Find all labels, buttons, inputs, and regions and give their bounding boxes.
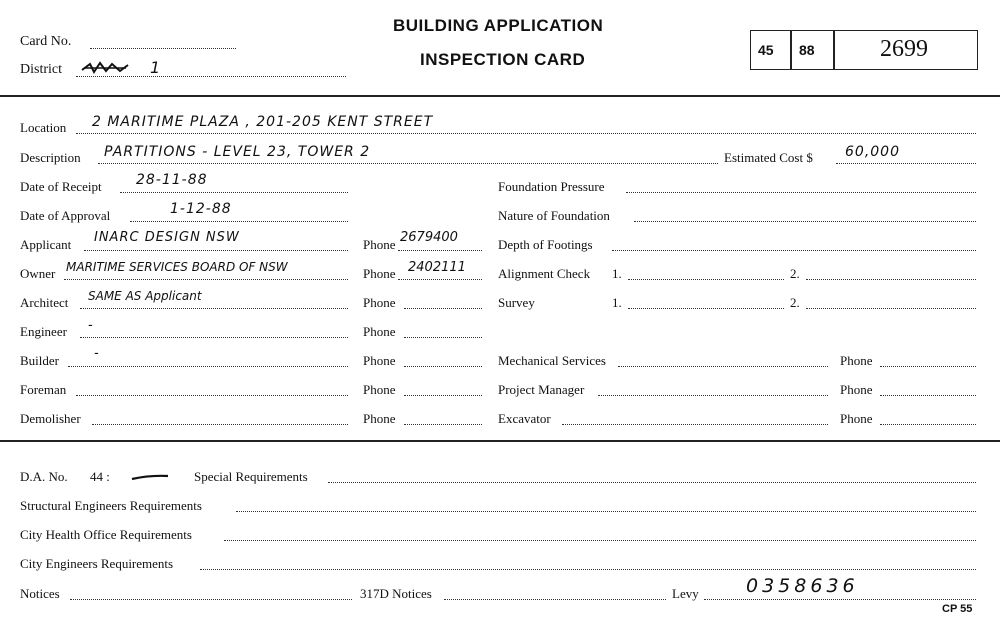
foreman-label: Foreman bbox=[20, 382, 67, 397]
structural-requirements-label: Structural Engineers Requirements bbox=[20, 498, 202, 513]
architect-phone-line bbox=[404, 308, 482, 309]
architect-line bbox=[80, 308, 348, 309]
owner-phone-line bbox=[398, 279, 482, 280]
foundation-pressure-label: Foundation Pressure bbox=[498, 179, 605, 194]
mech-services-label: Mechanical Services bbox=[498, 353, 606, 368]
foreman-phone-label: Phone bbox=[363, 382, 396, 397]
foreman-line bbox=[76, 395, 348, 396]
alignment-check-label: Alignment Check bbox=[498, 266, 591, 281]
builder-phone-line bbox=[404, 366, 482, 367]
applicant-phone-line bbox=[398, 250, 482, 251]
estimated-cost-line bbox=[836, 163, 976, 164]
structural-requirements-line bbox=[236, 511, 976, 512]
excavator-label: Excavator bbox=[498, 411, 551, 426]
engineer-value: - bbox=[88, 318, 94, 333]
details-rule bbox=[0, 440, 1000, 442]
foundation-pressure-line bbox=[626, 192, 976, 193]
district-line bbox=[76, 76, 346, 77]
project-manager-line bbox=[598, 395, 828, 396]
demolisher-phone-line bbox=[404, 424, 482, 425]
mech-services-phone-label: Phone bbox=[840, 353, 873, 368]
builder-phone-label: Phone bbox=[363, 353, 396, 368]
builder-line bbox=[68, 366, 348, 367]
levy-value: 0358636 bbox=[746, 575, 859, 597]
builder-value: - bbox=[94, 346, 100, 361]
levy-label: Levy bbox=[672, 586, 699, 601]
location-line bbox=[76, 133, 976, 134]
da-no-label: D.A. No. bbox=[20, 469, 68, 484]
title-line1: BUILDING APPLICATION bbox=[393, 16, 604, 35]
engineer-line bbox=[80, 337, 348, 338]
notices-label: Notices bbox=[20, 586, 60, 601]
card-no-line bbox=[90, 48, 236, 49]
da-no-dash-mark bbox=[130, 470, 170, 480]
district-label: District bbox=[20, 62, 62, 77]
box-mid-value: 88 bbox=[799, 42, 815, 58]
architect-phone-label: Phone bbox=[363, 295, 396, 310]
survey-num1: 1. bbox=[612, 295, 622, 310]
architect-label: Architect bbox=[20, 295, 69, 310]
header-rule bbox=[0, 95, 1000, 97]
card-number-box bbox=[750, 30, 978, 70]
owner-phone-label: Phone bbox=[363, 266, 396, 281]
owner-phone-value: 2402111 bbox=[408, 260, 466, 275]
survey-line2 bbox=[806, 308, 976, 309]
survey-num2: 2. bbox=[790, 295, 800, 310]
health-requirements-label: City Health Office Requirements bbox=[20, 527, 192, 542]
city-engineers-requirements-line bbox=[200, 569, 976, 570]
depth-footings-label: Depth of Footings bbox=[498, 237, 593, 252]
mech-services-phone-line bbox=[880, 366, 976, 367]
form-code: CP 55 bbox=[942, 603, 973, 615]
notices-line bbox=[70, 599, 352, 600]
box-left-value: 45 bbox=[758, 42, 774, 58]
box-divider-1 bbox=[790, 31, 792, 69]
project-manager-phone-label: Phone bbox=[840, 382, 873, 397]
applicant-line bbox=[84, 250, 348, 251]
health-requirements-line bbox=[224, 540, 976, 541]
owner-line bbox=[64, 279, 348, 280]
builder-label: Builder bbox=[20, 353, 59, 368]
special-requirements-label: Special Requirements bbox=[194, 469, 308, 484]
date-receipt-line bbox=[120, 192, 348, 193]
demolisher-label: Demolisher bbox=[20, 411, 81, 426]
date-receipt-value: 28-11-88 bbox=[136, 172, 208, 188]
owner-value: MARITIME SERVICES BOARD OF NSW bbox=[66, 260, 288, 274]
da-no-value: 44 : bbox=[90, 469, 110, 484]
architect-value: SAME AS Applicant bbox=[88, 289, 202, 303]
applicant-phone-label: Phone bbox=[363, 237, 396, 252]
nature-foundation-label: Nature of Foundation bbox=[498, 208, 610, 223]
description-label: Description bbox=[20, 150, 81, 165]
engineer-label: Engineer bbox=[20, 324, 67, 339]
notices-317d-label: 317D Notices bbox=[360, 586, 432, 601]
city-engineers-requirements-label: City Engineers Requirements bbox=[20, 556, 174, 571]
estimated-cost-label: Estimated Cost $ bbox=[724, 150, 813, 165]
title-line2: INSPECTION CARD bbox=[420, 50, 586, 69]
excavator-line bbox=[562, 424, 828, 425]
demolisher-phone-label: Phone bbox=[363, 411, 396, 426]
date-approval-line bbox=[130, 221, 348, 222]
alignment-num1: 1. bbox=[612, 266, 622, 281]
survey-label: Survey bbox=[498, 295, 535, 310]
project-manager-label: Project Manager bbox=[498, 382, 585, 397]
special-requirements-line bbox=[328, 482, 976, 483]
survey-line1 bbox=[628, 308, 784, 309]
engineer-phone-line bbox=[404, 337, 482, 338]
excavator-phone-label: Phone bbox=[840, 411, 873, 426]
location-label: Location bbox=[20, 120, 67, 135]
location-value: 2 MARITIME PLAZA , 201-205 KENT STREET bbox=[92, 114, 434, 130]
depth-footings-line bbox=[612, 250, 976, 251]
excavator-phone-line bbox=[880, 424, 976, 425]
levy-line bbox=[704, 599, 976, 600]
district-scribble bbox=[80, 60, 132, 74]
date-approval-label: Date of Approval bbox=[20, 208, 111, 223]
owner-label: Owner bbox=[20, 266, 56, 281]
date-approval-value: 1-12-88 bbox=[170, 201, 232, 217]
project-manager-phone-line bbox=[880, 395, 976, 396]
date-receipt-label: Date of Receipt bbox=[20, 179, 102, 194]
district-value: 1 bbox=[150, 58, 162, 77]
applicant-label: Applicant bbox=[20, 237, 72, 252]
notices-317d-line bbox=[444, 599, 666, 600]
demolisher-line bbox=[92, 424, 348, 425]
alignment-num2: 2. bbox=[790, 266, 800, 281]
box-number-value: 2699 bbox=[880, 36, 928, 62]
applicant-phone-value: 2679400 bbox=[400, 230, 458, 245]
description-value: PARTITIONS - LEVEL 23, TOWER 2 bbox=[104, 144, 371, 160]
box-divider-2 bbox=[833, 31, 835, 69]
alignment-line1 bbox=[628, 279, 784, 280]
estimated-cost-value: 60,000 bbox=[845, 144, 900, 160]
engineer-phone-label: Phone bbox=[363, 324, 396, 339]
foreman-phone-line bbox=[404, 395, 482, 396]
mech-services-line bbox=[618, 366, 828, 367]
nature-foundation-line bbox=[634, 221, 976, 222]
description-line bbox=[98, 163, 718, 164]
applicant-value: INARC DESIGN NSW bbox=[94, 230, 240, 245]
alignment-line2 bbox=[806, 279, 976, 280]
card-no-label: Card No. bbox=[20, 34, 72, 49]
